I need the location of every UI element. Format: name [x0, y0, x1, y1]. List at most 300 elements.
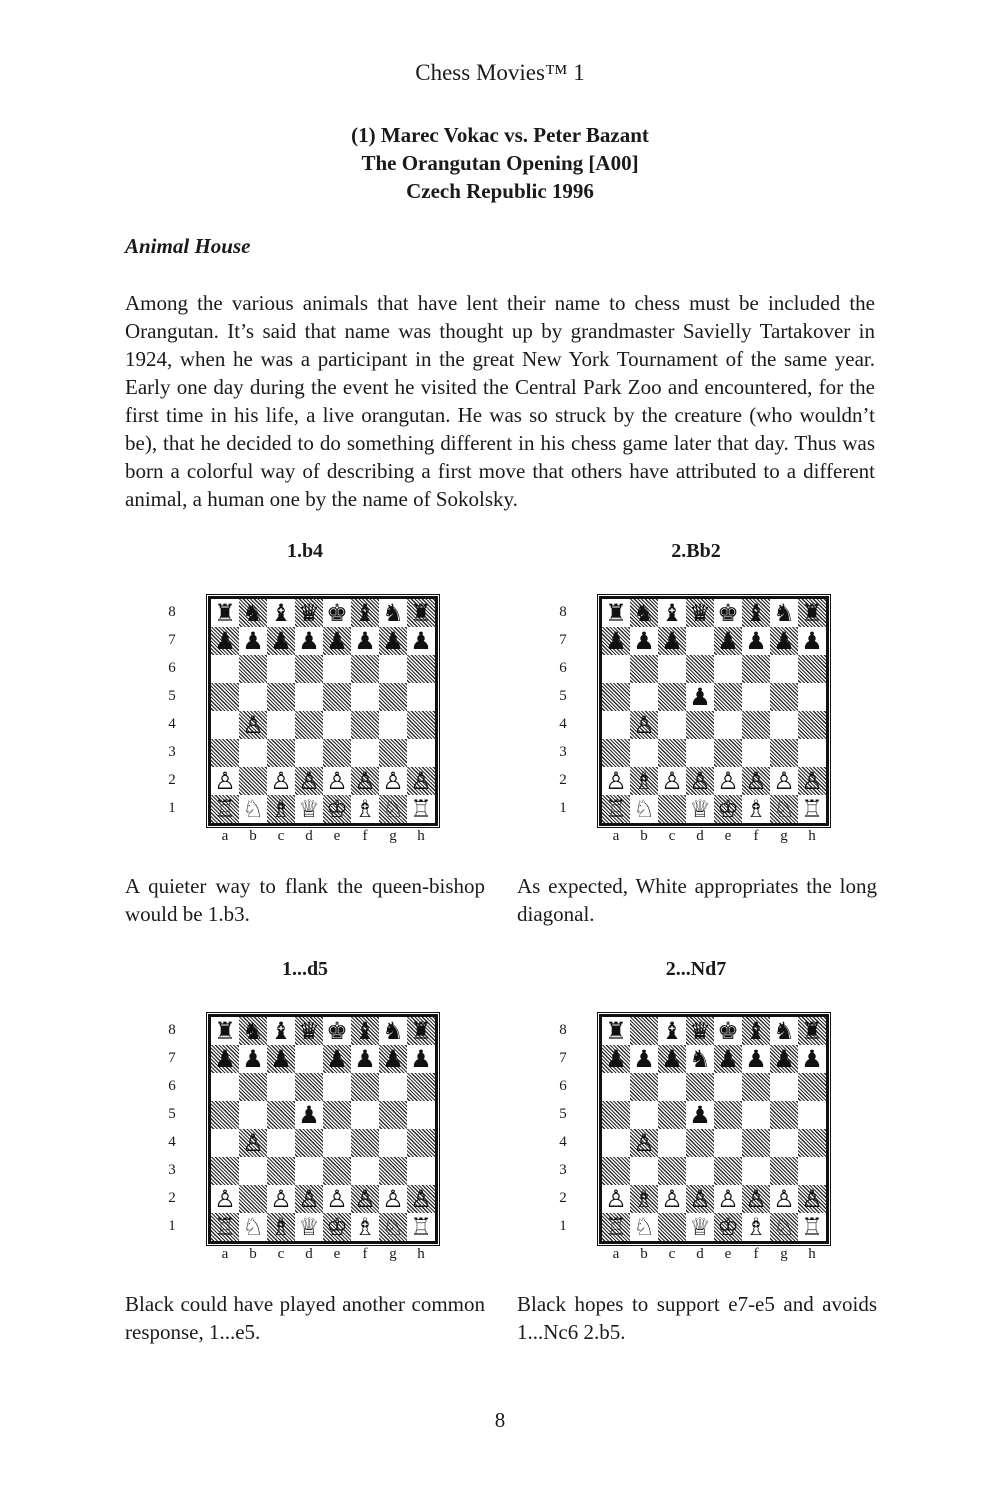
- light-square: [267, 1129, 295, 1157]
- black-rook-icon: ♜: [214, 1017, 236, 1045]
- dark-square: [770, 1157, 798, 1185]
- rank-label: 4: [168, 1134, 176, 1150]
- white-bishop-icon: ♗: [633, 767, 655, 795]
- light-square: [630, 683, 658, 711]
- file-label: f: [362, 828, 368, 844]
- dark-square: [630, 655, 658, 683]
- black-pawn-icon: ♟: [801, 627, 823, 655]
- light-square: [379, 711, 407, 739]
- white-bishop-icon: ♗: [270, 1213, 292, 1241]
- file-label: g: [780, 1246, 788, 1262]
- dark-square: [323, 1157, 351, 1185]
- file-label: d: [305, 1246, 313, 1262]
- light-square: [630, 1157, 658, 1185]
- light-square: [351, 1101, 379, 1129]
- light-square: [379, 1073, 407, 1101]
- black-knight-icon: ♞: [382, 599, 404, 627]
- file-label: d: [305, 828, 313, 844]
- file-label: h: [808, 828, 816, 844]
- light-square: [239, 1157, 267, 1185]
- light-square: [211, 1129, 239, 1157]
- black-pawn-icon: ♟: [773, 1045, 795, 1073]
- file-label: h: [808, 1246, 816, 1262]
- white-bishop-icon: ♗: [354, 1213, 376, 1241]
- file-label: a: [612, 828, 620, 844]
- black-bishop-icon: ♝: [661, 1017, 683, 1045]
- white-pawn-icon: ♙: [382, 767, 404, 795]
- light-square: [770, 1073, 798, 1101]
- light-square: [351, 683, 379, 711]
- dark-square: [770, 683, 798, 711]
- white-pawn-icon: ♙: [605, 767, 627, 795]
- dark-square: [267, 1157, 295, 1185]
- light-square: [351, 739, 379, 767]
- light-square: [295, 683, 323, 711]
- file-label: c: [668, 1246, 676, 1262]
- light-square: [770, 1129, 798, 1157]
- light-square: [658, 711, 686, 739]
- light-square: [323, 1129, 351, 1157]
- black-bishop-icon: ♝: [745, 1017, 767, 1045]
- black-pawn-icon: ♟: [801, 1045, 823, 1073]
- game-event: Czech Republic 1996: [406, 179, 594, 203]
- caption-2: As expected, White appropriates the long diagonal.: [517, 874, 877, 926]
- dark-square: [407, 711, 435, 739]
- light-square: [686, 739, 714, 767]
- white-pawn-icon: ♙: [717, 1185, 739, 1213]
- rank-label: 6: [168, 1078, 176, 1094]
- rank-label: 1: [559, 1218, 567, 1234]
- dark-square: [742, 655, 770, 683]
- black-bishop-icon: ♝: [270, 599, 292, 627]
- move-label: 2.Bb2: [671, 540, 721, 562]
- dark-square: [798, 1129, 826, 1157]
- light-square: [630, 739, 658, 767]
- move-label: 1...d5: [281, 958, 329, 980]
- black-rook-icon: ♜: [214, 599, 236, 627]
- black-rook-icon: ♜: [801, 599, 823, 627]
- rank-label: 8: [168, 604, 176, 620]
- dark-square: [714, 683, 742, 711]
- black-pawn-icon: ♟: [689, 1101, 711, 1129]
- dark-square: [351, 1073, 379, 1101]
- rank-label: 7: [559, 1050, 567, 1066]
- light-square: [686, 1157, 714, 1185]
- black-king-icon: ♚: [326, 599, 348, 627]
- rank-label: 8: [559, 1022, 567, 1038]
- light-square: [686, 627, 714, 655]
- dark-square: [351, 1129, 379, 1157]
- dark-square: [323, 1101, 351, 1129]
- light-square: [798, 683, 826, 711]
- white-knight-icon: ♘: [382, 1213, 404, 1241]
- white-pawn-icon: ♙: [298, 767, 320, 795]
- game-header: [0, 121, 1000, 205]
- white-pawn-icon: ♙: [633, 711, 655, 739]
- running-head: Chess Movies™ 1: [415, 60, 585, 85]
- rank-label: 5: [168, 1106, 176, 1122]
- white-pawn-icon: ♙: [745, 767, 767, 795]
- white-knight-icon: ♘: [242, 795, 264, 823]
- light-square: [658, 1073, 686, 1101]
- rank-label: 1: [168, 1218, 176, 1234]
- black-pawn-icon: ♟: [354, 627, 376, 655]
- light-square: [211, 711, 239, 739]
- file-label: b: [640, 828, 648, 844]
- rank-label: 6: [559, 1078, 567, 1094]
- dark-square: [798, 655, 826, 683]
- light-square: [602, 655, 630, 683]
- black-queen-icon: ♛: [689, 599, 711, 627]
- black-pawn-icon: ♟: [298, 627, 320, 655]
- black-pawn-icon: ♟: [661, 1045, 683, 1073]
- dark-square: [239, 1073, 267, 1101]
- light-square: [323, 711, 351, 739]
- white-bishop-icon: ♗: [354, 795, 376, 823]
- black-rook-icon: ♜: [605, 599, 627, 627]
- white-pawn-icon: ♙: [270, 767, 292, 795]
- light-square: [798, 1101, 826, 1129]
- black-king-icon: ♚: [326, 1017, 348, 1045]
- dark-square: [798, 711, 826, 739]
- file-label: b: [249, 828, 257, 844]
- file-label: f: [753, 1246, 759, 1262]
- dark-square: [658, 1213, 686, 1241]
- dark-square: [658, 795, 686, 823]
- white-pawn-icon: ♙: [326, 1185, 348, 1213]
- white-pawn-icon: ♙: [773, 767, 795, 795]
- dark-square: [295, 1073, 323, 1101]
- light-square: [770, 711, 798, 739]
- dark-square: [770, 739, 798, 767]
- light-square: [407, 1157, 435, 1185]
- dark-square: [714, 1157, 742, 1185]
- dark-square: [658, 1101, 686, 1129]
- dark-square: [714, 739, 742, 767]
- move-label: 2...Nd7: [665, 958, 727, 980]
- black-bishop-icon: ♝: [354, 599, 376, 627]
- light-square: [742, 1157, 770, 1185]
- light-square: [407, 683, 435, 711]
- dark-square: [602, 739, 630, 767]
- rank-label: 3: [168, 1162, 176, 1178]
- file-label: f: [753, 828, 759, 844]
- light-square: [798, 1157, 826, 1185]
- light-square: [742, 739, 770, 767]
- white-rook-icon: ♖: [214, 795, 236, 823]
- dark-square: [798, 1073, 826, 1101]
- chess-board: [208, 1014, 438, 1244]
- white-rook-icon: ♖: [801, 1213, 823, 1241]
- black-pawn-icon: ♟: [242, 627, 264, 655]
- dark-square: [267, 683, 295, 711]
- file-label: e: [333, 828, 341, 844]
- light-square: [407, 739, 435, 767]
- dark-square: [602, 1101, 630, 1129]
- light-square: [770, 655, 798, 683]
- white-pawn-icon: ♙: [354, 1185, 376, 1213]
- white-pawn-icon: ♙: [214, 767, 236, 795]
- move-label: 1.b4: [286, 540, 324, 562]
- white-pawn-icon: ♙: [214, 1185, 236, 1213]
- black-pawn-icon: ♟: [633, 627, 655, 655]
- dark-square: [407, 655, 435, 683]
- white-pawn-icon: ♙: [410, 1185, 432, 1213]
- dark-square: [295, 655, 323, 683]
- file-label: h: [417, 828, 425, 844]
- black-pawn-icon: ♟: [773, 627, 795, 655]
- black-bishop-icon: ♝: [270, 1017, 292, 1045]
- file-label: f: [362, 1246, 368, 1262]
- caption-4: Black hopes to support e7-e5 and avoids 1...Nc6 2.b5.: [517, 1292, 877, 1344]
- black-knight-icon: ♞: [242, 599, 264, 627]
- white-bishop-icon: ♗: [633, 1185, 655, 1213]
- rank-label: 4: [168, 716, 176, 732]
- rank-label: 2: [559, 1190, 567, 1206]
- light-square: [379, 1129, 407, 1157]
- white-king-icon: ♔: [326, 795, 348, 823]
- white-pawn-icon: ♙: [410, 767, 432, 795]
- light-square: [714, 655, 742, 683]
- file-label: b: [249, 1246, 257, 1262]
- file-label: d: [696, 1246, 704, 1262]
- file-label: b: [640, 1246, 648, 1262]
- dark-square: [407, 1129, 435, 1157]
- black-pawn-icon: ♟: [745, 1045, 767, 1073]
- light-square: [267, 1073, 295, 1101]
- light-square: [211, 655, 239, 683]
- white-pawn-icon: ♙: [298, 1185, 320, 1213]
- black-pawn-icon: ♟: [326, 1045, 348, 1073]
- light-square: [714, 711, 742, 739]
- white-knight-icon: ♘: [633, 1213, 655, 1241]
- white-bishop-icon: ♗: [270, 795, 292, 823]
- white-pawn-icon: ♙: [661, 1185, 683, 1213]
- dark-square: [379, 1101, 407, 1129]
- white-rook-icon: ♖: [410, 1213, 432, 1241]
- file-label: g: [389, 828, 397, 844]
- white-pawn-icon: ♙: [633, 1129, 655, 1157]
- dark-square: [630, 1017, 658, 1045]
- dark-square: [379, 683, 407, 711]
- dark-square: [211, 1101, 239, 1129]
- light-square: [602, 1129, 630, 1157]
- rank-label: 8: [168, 1022, 176, 1038]
- dark-square: [239, 1185, 267, 1213]
- rank-label: 2: [559, 772, 567, 788]
- black-pawn-icon: ♟: [214, 1045, 236, 1073]
- white-queen-icon: ♕: [689, 1213, 711, 1241]
- file-label: e: [724, 828, 732, 844]
- light-square: [714, 1073, 742, 1101]
- light-square: [323, 1073, 351, 1101]
- file-label: g: [780, 828, 788, 844]
- black-pawn-icon: ♟: [270, 1045, 292, 1073]
- intro-paragraph: Among the various animals that have lent their name to chess must be included the Orangutan. It’s said that name was thought up by grandmaster Savielly Tartakover in 1924, when he was a participant in the great New York Tournament of the same year. Early one day during the event he visited the Central Park Zoo and encountered, for the first time in his life, a live orangutan. He was so struck by the creature (who wouldn’t be), that he decided to do something different in his chess game later that day. Thus was born a colorful way of describing a first move that others have attributed to a different animal, a human one by the name of Sokolsky.: [125, 291, 875, 511]
- rank-label: 7: [168, 632, 176, 648]
- rank-label: 5: [559, 1106, 567, 1122]
- light-square: [267, 655, 295, 683]
- rank-label: 7: [559, 632, 567, 648]
- dark-square: [379, 1157, 407, 1185]
- dark-square: [770, 1101, 798, 1129]
- black-bishop-icon: ♝: [354, 1017, 376, 1045]
- light-square: [267, 711, 295, 739]
- white-pawn-icon: ♙: [605, 1185, 627, 1213]
- dark-square: [686, 1073, 714, 1101]
- light-square: [295, 739, 323, 767]
- light-square: [798, 739, 826, 767]
- dark-square: [686, 711, 714, 739]
- black-bishop-icon: ♝: [745, 599, 767, 627]
- dark-square: [379, 739, 407, 767]
- dark-square: [295, 711, 323, 739]
- black-pawn-icon: ♟: [382, 1045, 404, 1073]
- black-knight-icon: ♞: [689, 1045, 711, 1073]
- dark-square: [295, 1129, 323, 1157]
- black-knight-icon: ♞: [633, 599, 655, 627]
- dark-square: [239, 655, 267, 683]
- white-bishop-icon: ♗: [745, 1213, 767, 1241]
- file-label: c: [668, 828, 676, 844]
- rank-label: 6: [559, 660, 567, 676]
- dark-square: [658, 739, 686, 767]
- rank-label: 2: [168, 772, 176, 788]
- light-square: [602, 1073, 630, 1101]
- dark-square: [602, 1157, 630, 1185]
- rank-label: 8: [559, 604, 567, 620]
- light-square: [323, 655, 351, 683]
- black-pawn-icon: ♟: [382, 627, 404, 655]
- white-rook-icon: ♖: [410, 795, 432, 823]
- black-pawn-icon: ♟: [605, 1045, 627, 1073]
- white-pawn-icon: ♙: [242, 711, 264, 739]
- black-pawn-icon: ♟: [745, 627, 767, 655]
- section-title: Animal House: [125, 234, 251, 258]
- white-pawn-icon: ♙: [717, 767, 739, 795]
- rank-label: 6: [168, 660, 176, 676]
- file-label: a: [221, 828, 229, 844]
- white-knight-icon: ♘: [242, 1213, 264, 1241]
- dark-square: [407, 1073, 435, 1101]
- dark-square: [211, 683, 239, 711]
- file-label: a: [221, 1246, 229, 1262]
- white-bishop-icon: ♗: [745, 795, 767, 823]
- light-square: [742, 1101, 770, 1129]
- white-queen-icon: ♕: [689, 795, 711, 823]
- light-square: [379, 655, 407, 683]
- chess-board: [599, 1014, 829, 1244]
- page-number: 8: [494, 1408, 506, 1432]
- black-knight-icon: ♞: [242, 1017, 264, 1045]
- light-square: [211, 1073, 239, 1101]
- black-rook-icon: ♜: [605, 1017, 627, 1045]
- light-square: [407, 1101, 435, 1129]
- dark-square: [323, 739, 351, 767]
- white-pawn-icon: ♙: [382, 1185, 404, 1213]
- white-rook-icon: ♖: [214, 1213, 236, 1241]
- black-pawn-icon: ♟: [242, 1045, 264, 1073]
- black-pawn-icon: ♟: [605, 627, 627, 655]
- white-king-icon: ♔: [717, 1213, 739, 1241]
- file-label: h: [417, 1246, 425, 1262]
- file-label: d: [696, 828, 704, 844]
- caption-3: Black could have played another common response, 1...e5.: [125, 1292, 485, 1344]
- light-square: [602, 711, 630, 739]
- dark-square: [267, 739, 295, 767]
- black-pawn-icon: ♟: [661, 627, 683, 655]
- game-opening: The Orangutan Opening [A00]: [361, 151, 639, 175]
- light-square: [714, 1129, 742, 1157]
- file-label: g: [389, 1246, 397, 1262]
- black-rook-icon: ♜: [801, 1017, 823, 1045]
- dark-square: [630, 1073, 658, 1101]
- light-square: [295, 1045, 323, 1073]
- white-pawn-icon: ♙: [801, 1185, 823, 1213]
- black-pawn-icon: ♟: [717, 627, 739, 655]
- white-rook-icon: ♖: [605, 795, 627, 823]
- rank-label: 7: [168, 1050, 176, 1066]
- chess-board: [208, 596, 438, 826]
- black-queen-icon: ♛: [298, 1017, 320, 1045]
- light-square: [742, 683, 770, 711]
- chess-board: [599, 596, 829, 826]
- black-pawn-icon: ♟: [717, 1045, 739, 1073]
- white-king-icon: ♔: [326, 1213, 348, 1241]
- rank-label: 4: [559, 1134, 567, 1150]
- light-square: [239, 1101, 267, 1129]
- white-rook-icon: ♖: [605, 1213, 627, 1241]
- rank-label: 3: [559, 1162, 567, 1178]
- light-square: [239, 683, 267, 711]
- dark-square: [211, 739, 239, 767]
- black-pawn-icon: ♟: [410, 627, 432, 655]
- white-pawn-icon: ♙: [689, 767, 711, 795]
- caption-1: A quieter way to flank the queen-bishop would be 1.b3.: [125, 874, 485, 926]
- black-pawn-icon: ♟: [270, 627, 292, 655]
- dark-square: [742, 1129, 770, 1157]
- light-square: [658, 1129, 686, 1157]
- black-queen-icon: ♛: [298, 599, 320, 627]
- rank-label: 4: [559, 716, 567, 732]
- black-rook-icon: ♜: [410, 599, 432, 627]
- dark-square: [602, 683, 630, 711]
- white-pawn-icon: ♙: [326, 767, 348, 795]
- black-king-icon: ♚: [717, 599, 739, 627]
- white-knight-icon: ♘: [382, 795, 404, 823]
- file-label: a: [612, 1246, 620, 1262]
- white-pawn-icon: ♙: [242, 1129, 264, 1157]
- white-king-icon: ♔: [717, 795, 739, 823]
- black-pawn-icon: ♟: [410, 1045, 432, 1073]
- black-knight-icon: ♞: [773, 599, 795, 627]
- black-pawn-icon: ♟: [326, 627, 348, 655]
- dark-square: [267, 1101, 295, 1129]
- rank-label: 1: [559, 800, 567, 816]
- light-square: [351, 1157, 379, 1185]
- dark-square: [323, 683, 351, 711]
- black-pawn-icon: ♟: [214, 627, 236, 655]
- rank-label: 5: [168, 688, 176, 704]
- light-square: [658, 655, 686, 683]
- light-square: [630, 1101, 658, 1129]
- black-queen-icon: ♛: [689, 1017, 711, 1045]
- white-queen-icon: ♕: [298, 1213, 320, 1241]
- white-rook-icon: ♖: [801, 795, 823, 823]
- dark-square: [686, 655, 714, 683]
- dark-square: [742, 1073, 770, 1101]
- black-pawn-icon: ♟: [354, 1045, 376, 1073]
